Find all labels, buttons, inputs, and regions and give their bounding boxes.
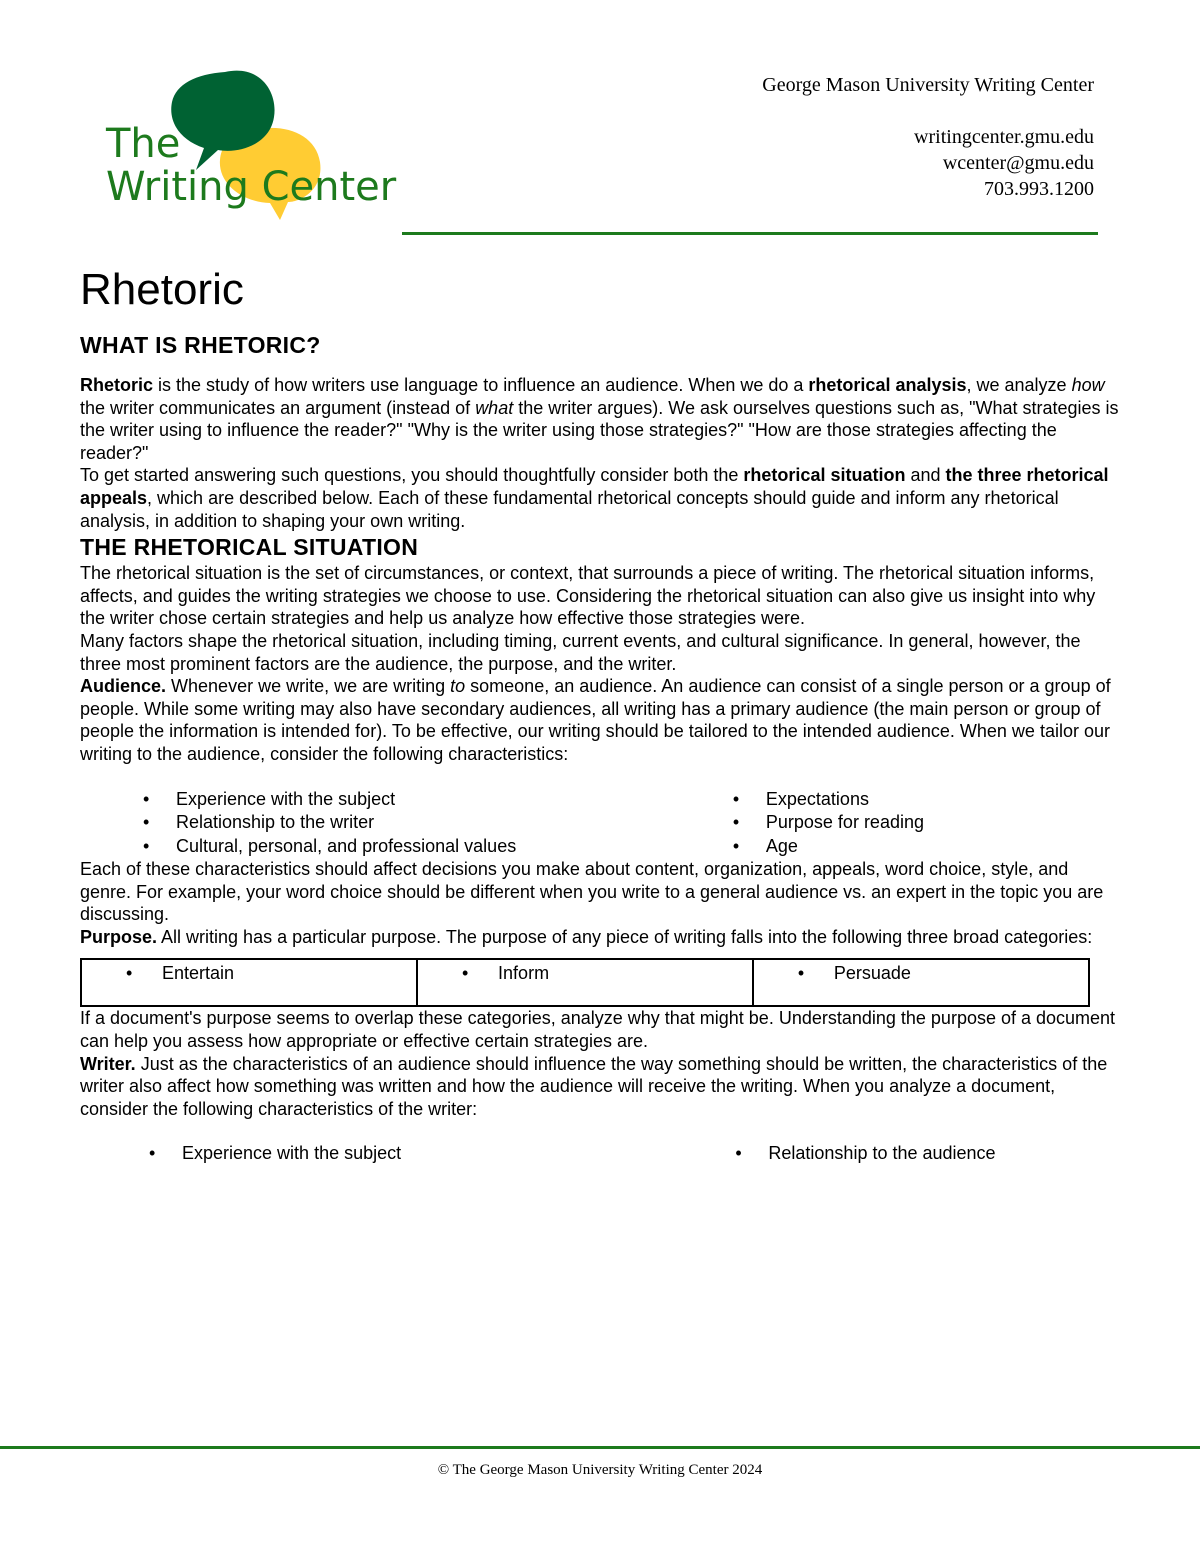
purpose-entertain: • Entertain [81, 959, 417, 1006]
list-item: • Experience with the subject [182, 1142, 672, 1166]
paragraph-characteristics-effect: Each of these characteristics should affect decisions you make about content, organization, appeals, word choice, style, and genre. For example, your word choice should be different when you write to a general audience vs. an expert in the topic you are discussing. [80, 859, 1104, 925]
list-item: • Experience with the subject [176, 788, 670, 812]
speech-bubbles-icon [100, 62, 400, 227]
website-link[interactable]: writingcenter.gmu.edu [914, 126, 1094, 148]
footer-divider [0, 1446, 1200, 1449]
footer-copyright: © The George Mason University Writing Center 2024 [437, 1462, 763, 1478]
paragraph-audience: Audience. Whenever we write, we are writing to someone, an audience. An audience can consist of a single person or a group of people. While some writing may also have secondary audiences, all writing has a primary audience (the main person or group of people the information is intended for). To be effective, our writing should be tailored to the intended audience. When we tailor our writing to the audience, consider the following characteristics: [80, 676, 1111, 764]
writing-center-logo [100, 62, 400, 227]
heading-rhetorical-situation: THE RHETORICAL SITUATION [80, 534, 419, 561]
paragraph-writer: Writer. Just as the characteristics of an audience should influence the way something should be written, the characteristics of the writer also affect how something was written and how the audience will receive the writing. When you analyze a document, consider the following characteristics of the writer: [80, 1053, 1108, 1119]
purpose-inform: • Inform [417, 959, 753, 1006]
purpose-persuade: • Persuade [753, 959, 1089, 1006]
heading-what-is-rhetoric: WHAT IS RHETORIC? [80, 332, 321, 358]
list-item: • Cultural, personal, and professional values [176, 835, 670, 859]
paragraph-getting-started: To get started answering such questions, you should thoughtfully consider both the rhetorical situation and the three rhetorical appeals, which are described below. Each of these fundamental rhetorical concepts should guide and inform any rhetorical analysis, in addition to shaping your own writing. [80, 465, 1109, 531]
org-name: George Mason University Writing Center [762, 74, 1094, 96]
list-item: • Relationship to the writer [176, 811, 670, 835]
audience-list-left [80, 788, 670, 859]
paragraph-purpose: Purpose. All writing has a particular purpose. The purpose of any piece of writing falls into the following three broad categories: [80, 926, 1093, 947]
page-title: Rhetoric [80, 265, 244, 314]
writer-characteristics [80, 1142, 1120, 1166]
phone-number: 703.993.1200 [984, 178, 1094, 200]
list-item: • Purpose for reading [766, 811, 1120, 835]
header-divider [402, 232, 1098, 235]
list-item: • Age [766, 835, 1120, 859]
audience-list-right [670, 788, 1120, 859]
paragraph-situation-definition: The rhetorical situation is the set of circumstances, or context, that surrounds a piece of writing. The rhetorical situation informs, affects, and guides the writing strategies we choose to use. Considering the rhetorical situation can also give us insight into why the writer chose certain strategies and help us analyze how effective those strategies were. [80, 563, 1096, 629]
purpose-categories-table [80, 958, 1090, 1007]
contact-block [762, 72, 1094, 202]
email-link[interactable]: wcenter@gmu.edu [942, 152, 1094, 174]
paragraph-factors: Many factors shape the rhetorical situation, including timing, current events, and cultural significance. In general, however, the three most prominent factors are the audience, the purpose, and the writer. [80, 630, 1081, 674]
writer-list-left [80, 1142, 672, 1166]
list-item: • Expectations [766, 788, 1120, 812]
logo-the: The [106, 121, 181, 167]
writer-list-right [672, 1142, 1120, 1166]
list-item: • Relationship to the audience [768, 1142, 1120, 1166]
paragraph-rhetoric-definition: Rhetoric is the study of how writers use language to influence an audience. When we do a rhetorical analysis, we analyze how the writer communicates an argument (instead of what the writer argues). We ask ourselves questions such as, "What strategies is the writer using to influence the reader?" "Why is the writer using those strategies?" "How are those strategies affecting the reader?" [80, 375, 1119, 463]
paragraph-purpose-overlap: If a document's purpose seems to overlap these categories, analyze why that might be. Understanding the purpose of a document can help you assess how appropriate or effective certain strategies are. [80, 1008, 1116, 1051]
logo-writing-center: Writing Center [106, 164, 397, 210]
audience-characteristics [80, 788, 1120, 859]
document-body [80, 330, 1120, 1166]
